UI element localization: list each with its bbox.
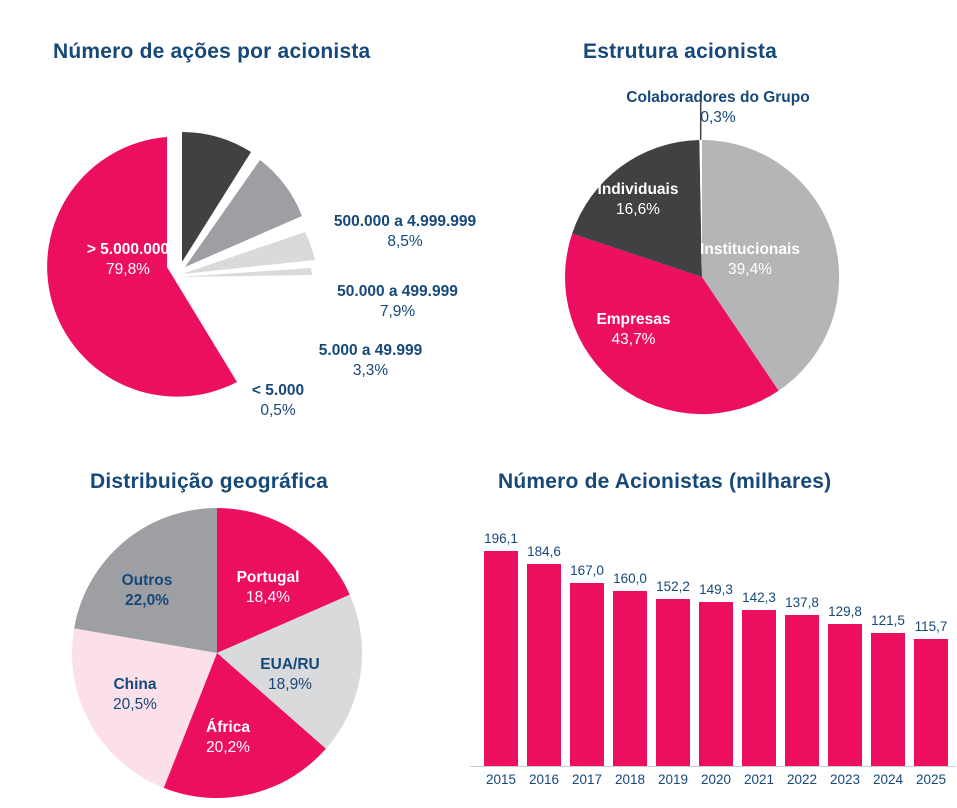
- bar-category-label: 2018: [614, 772, 646, 787]
- chart-panel-shareholder-structure: [520, 0, 957, 440]
- bar-column: [484, 531, 518, 766]
- bar-category-label: 2024: [872, 772, 904, 787]
- bar-value-label: 149,3: [699, 582, 733, 597]
- bar-column: [699, 582, 733, 766]
- bar-category-label: 2019: [657, 772, 689, 787]
- pie-label-5000-49999: 5.000 a 49.999 3,3%: [318, 342, 423, 380]
- bar-column: [871, 613, 905, 766]
- bar-chart-shareholders: [478, 531, 948, 766]
- page-title-bars: Número de Acionistas (milhares): [498, 470, 832, 493]
- pie-label-individuais: Individuais 16,6%: [597, 181, 679, 219]
- pie-label-500000-4999999: 500.000 a 4.999.999 8,5%: [333, 213, 477, 251]
- bar-category-label: 2025: [915, 772, 947, 787]
- pie-label-outros: Outros 22,0%: [121, 572, 173, 610]
- bar-value-label: 129,8: [828, 604, 862, 619]
- bar-column: [785, 595, 819, 766]
- bar-rect: [871, 633, 905, 766]
- bar-rect: [699, 602, 733, 766]
- bar-column: [742, 590, 776, 766]
- pie-label-under-5000: < 5.000 0,5%: [251, 382, 305, 420]
- bar-column: [527, 544, 561, 766]
- bar-category-label: 2016: [528, 772, 560, 787]
- bar-value-label: 196,1: [484, 531, 518, 546]
- bar-rect: [656, 599, 690, 766]
- pie-label-empresas: Empresas 43,7%: [596, 311, 671, 349]
- bar-column: [828, 604, 862, 766]
- bar-rect: [742, 610, 776, 766]
- page-title-geo: Distribuição geográfica: [90, 470, 328, 493]
- bar-column: [613, 571, 647, 766]
- bar-category-label: 2017: [571, 772, 603, 787]
- page-title-structure: Estrutura acionista: [583, 40, 778, 63]
- bar-chart-axis: [470, 766, 956, 767]
- bar-value-label: 160,0: [613, 571, 647, 586]
- chart-panel-number-of-shareholders: [430, 440, 957, 808]
- pie-label-africa: África 20,2%: [206, 719, 250, 757]
- bar-value-label: 137,8: [785, 595, 819, 610]
- bar-value-label: 115,7: [914, 619, 948, 634]
- pie-label-portugal: Portugal 18,4%: [236, 569, 300, 607]
- bar-value-label: 184,6: [527, 544, 561, 559]
- bar-value-label: 152,2: [656, 579, 690, 594]
- bar-rect: [484, 551, 518, 766]
- bar-rect: [914, 639, 948, 766]
- bar-column: [914, 619, 948, 766]
- pie-label-china: China 20,5%: [113, 676, 157, 714]
- bar-rect: [785, 615, 819, 766]
- pie-label-50000-499999: 50.000 a 499.999 7,9%: [337, 283, 458, 321]
- bar-category-label: 2020: [700, 772, 732, 787]
- bar-category-label: 2015: [485, 772, 517, 787]
- chart-panel-shares-per-shareholder: [0, 0, 520, 440]
- bar-column: [570, 563, 604, 766]
- bar-column: [656, 579, 690, 766]
- pie-label-over-5000000: > 5.000.000 79,8%: [86, 241, 170, 279]
- bar-category-label: 2021: [743, 772, 775, 787]
- bar-value-label: 167,0: [570, 563, 604, 578]
- pie-label-eua-ru: EUA/RU 18,9%: [260, 656, 320, 694]
- bar-category-label: 2022: [786, 772, 818, 787]
- bar-value-label: 121,5: [871, 613, 905, 628]
- bar-rect: [570, 583, 604, 766]
- bar-category-label: 2023: [829, 772, 861, 787]
- bar-rect: [828, 624, 862, 766]
- bar-rect: [613, 591, 647, 766]
- pie-label-institucionais: Institucionais 39,4%: [700, 241, 800, 279]
- bar-rect: [527, 564, 561, 766]
- bar-value-label: 142,3: [742, 590, 776, 605]
- pie-label-colaboradores: Colaboradores do Grupo 0,3%: [626, 89, 810, 127]
- chart-panel-geographic-distribution: [0, 440, 430, 808]
- page-title-shares: Número de ações por acionista: [53, 40, 371, 63]
